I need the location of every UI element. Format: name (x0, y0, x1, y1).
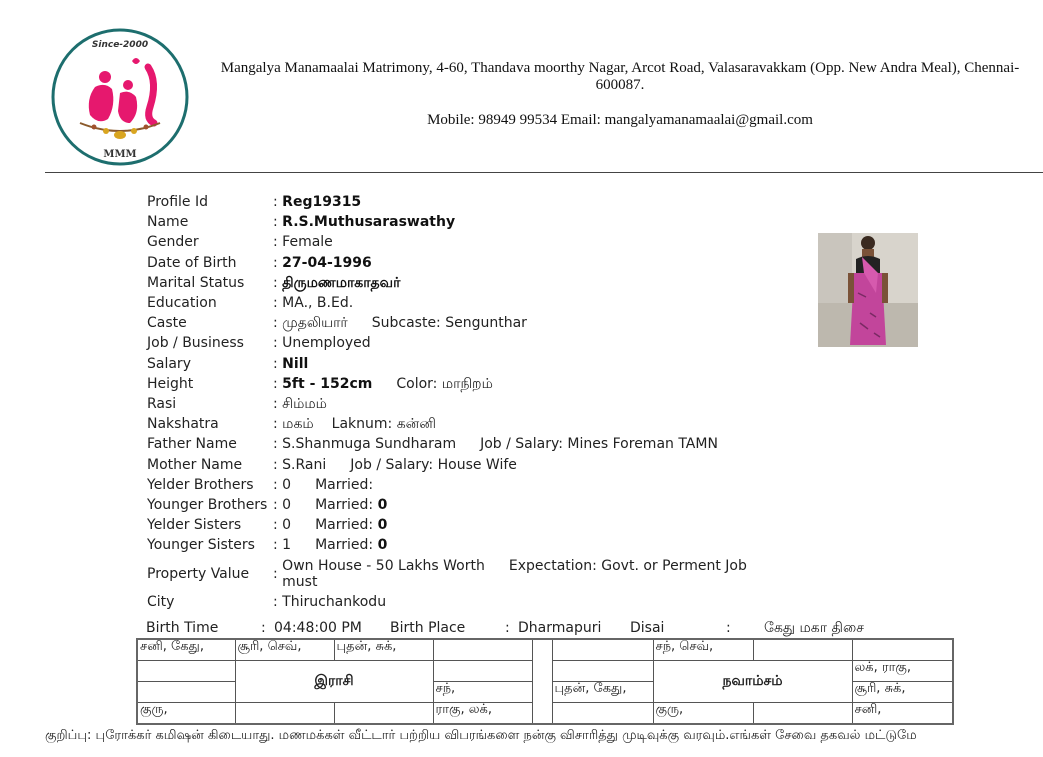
row-mother: Mother Name : S.Rani Job / Salary: House Wife (147, 454, 763, 474)
label-elder-brothers-married: Married: (315, 476, 374, 493)
row-dob: Date of Birth : 27-04-1996 (147, 253, 763, 273)
navamsam-cell: லக், ராகு, (852, 661, 953, 682)
label-laknum: Laknum: (331, 416, 393, 433)
rasi-cell (334, 702, 433, 724)
rasi-cell (433, 639, 532, 661)
label-nakshatra: Nakshatra (147, 416, 219, 433)
company-contact: Mobile: 98949 99534 Email: mangalyamanamaalai@gmail.com (427, 112, 813, 128)
label-job: Job / Business (147, 335, 244, 352)
company-address: Mangalya Manamaalai Matrimony, 4-60, Thandava moorthy Nagar, Arcot Road, Valasaravakkam (Opp. New Andra Meal), Chennai-600087. (220, 60, 1020, 93)
row-elder-sisters: Yelder Sisters : 0 Married: 0 (147, 515, 763, 535)
row-salary: Salary : Nill (147, 354, 763, 374)
value-subcaste: Sengunthar (445, 315, 527, 332)
rasi-cell: புதன், சுக், (334, 639, 433, 661)
value-younger-brothers-married: 0 (377, 496, 388, 513)
label-subcaste: Subcaste: (371, 315, 441, 332)
label-elder-brothers: Yelder Brothers (147, 476, 254, 493)
rasi-cell: சந், (433, 681, 532, 702)
label-younger-brothers: Younger Brothers (147, 496, 268, 513)
rasi-cell (235, 702, 334, 724)
row-younger-brothers: Younger Brothers : 0 Married: 0 (147, 495, 763, 515)
navamsam-cell: சூரி, சுக், (852, 681, 953, 702)
row-education: Education : MA., B.Ed. (147, 293, 763, 313)
label-profile-id: Profile Id (147, 194, 208, 211)
navamsam-cell (552, 661, 653, 682)
value-elder-sisters: 0 (282, 517, 292, 534)
chart-gap (532, 639, 552, 724)
navamsam-cell: குரு, (653, 702, 753, 724)
header-info (210, 60, 1030, 129)
value-younger-sisters: 1 (282, 537, 292, 554)
value-mother-job: House Wife (437, 456, 517, 473)
profile-details (147, 192, 763, 613)
navamsam-cell (753, 702, 852, 724)
label-expectation: Expectation: (508, 557, 597, 574)
row-nakshatra: Nakshatra : மகம் Laknum: கன்னி (147, 414, 763, 434)
value-expectation: Govt. or Perment Job must (282, 557, 747, 590)
label-dob: Date of Birth (147, 254, 237, 271)
row-property: Property Value : Own House - 50 Lakhs Worth Expectation: Govt. or Perment Job must (147, 555, 763, 592)
value-younger-brothers: 0 (282, 496, 292, 513)
value-laknum: கன்னி (396, 416, 436, 433)
birth-info: Birth Time : 04:48:00 PM Birth Place : Dharmapuri Disai : கேது மகா திசை (146, 620, 864, 636)
label-disai: Disai (630, 620, 665, 636)
rasi-cell (137, 661, 235, 682)
value-elder-brothers: 0 (282, 476, 292, 493)
header-divider (45, 172, 1043, 173)
label-marital: Marital Status (147, 274, 245, 291)
label-father-job: Job / Salary: (480, 436, 563, 453)
navamsam-cell (852, 639, 953, 661)
value-height: 5ft - 152cm (282, 375, 373, 392)
value-salary: Nill (282, 355, 309, 372)
row-marital: Marital Status : திருமணமாகாதவர் (147, 273, 763, 293)
value-color: மாநிறம் (441, 375, 493, 392)
label-education: Education (147, 295, 217, 312)
matrimony-logo (50, 27, 190, 167)
label-younger-sisters: Younger Sisters (147, 537, 255, 554)
value-mother: S.Rani (282, 456, 327, 473)
value-father-job: Mines Foreman TAMN (567, 436, 718, 453)
logo-since-text: Since-2000 (91, 40, 149, 50)
logo-mmm-text: MMM (103, 149, 137, 160)
row-rasi: Rasi : சிம்மம் (147, 394, 763, 414)
label-city: City (147, 594, 175, 611)
profile-photo (818, 233, 918, 347)
rasi-cell: சூரி, செவ், (235, 639, 334, 661)
label-color: Color: (396, 375, 438, 392)
disclaimer-note: குறிப்பு: புரோக்கர் கமிஷன் கிடையாது. மணமக்கள் வீட்டார் பற்றிய விபரங்களை நன்கு விசாரித்து முடிவுக்கு வரவும்.எங்கள் சேவை தகவல் மட்டுமே (45, 728, 917, 743)
rasi-cell: குரு, (137, 702, 235, 724)
navamsam-cell (552, 702, 653, 724)
label-gender: Gender (147, 234, 199, 251)
row-caste: Caste : முதலியார் Subcaste: Sengunthar (147, 313, 763, 333)
label-caste: Caste (147, 315, 187, 332)
value-younger-sisters-married: 0 (377, 537, 388, 554)
row-father: Father Name : S.Shanmuga Sundharam Job / Salary: Mines Foreman TAMN (147, 434, 763, 454)
navamsam-cell: சந், செவ், (653, 639, 753, 661)
value-education: MA., B.Ed. (282, 295, 354, 312)
navamsam-cell: சனி, (852, 702, 953, 724)
label-rasi: Rasi (147, 395, 177, 412)
rasi-cell (433, 661, 532, 682)
value-birth-time: 04:48:00 PM (274, 620, 362, 636)
value-name: R.S.Muthusaraswathy (282, 214, 456, 231)
row-gender: Gender : Female (147, 232, 763, 252)
rasi-cell: சனி, கேது, (137, 639, 235, 661)
value-caste: முதலியார் (282, 315, 348, 332)
value-birth-place: Dharmapuri (518, 620, 602, 636)
row-city: City : Thiruchankodu (147, 592, 763, 612)
label-height: Height (147, 375, 194, 392)
label-birth-time: Birth Time (146, 620, 219, 636)
label-mother-job: Job / Salary: (350, 456, 434, 473)
label-elder-sisters: Yelder Sisters (147, 517, 242, 534)
rasi-cell: ராகு, லக், (433, 702, 532, 724)
label-father: Father Name (147, 436, 237, 453)
navamsam-cell (552, 639, 653, 661)
value-elder-sisters-married: 0 (377, 517, 388, 534)
label-elder-sisters-married: Married: (315, 517, 374, 534)
label-younger-brothers-married: Married: (315, 496, 374, 513)
value-gender: Female (282, 234, 333, 251)
label-salary: Salary (147, 355, 191, 372)
label-birth-place: Birth Place (390, 620, 466, 636)
label-younger-sisters-married: Married: (315, 537, 374, 554)
navamsam-title: நவாம்சம் (653, 661, 852, 703)
row-elder-brothers: Yelder Brothers : 0 Married: (147, 475, 763, 495)
navamsam-cell: புதன், கேது, (552, 681, 653, 702)
label-property: Property Value (147, 565, 250, 582)
navamsam-cell (753, 639, 852, 661)
row-younger-sisters: Younger Sisters : 1 Married: 0 (147, 535, 763, 555)
row-job: Job / Business : Unemployed (147, 333, 763, 353)
value-property: Own House - 50 Lakhs Worth (282, 557, 485, 574)
value-father: S.Shanmuga Sundharam (282, 436, 457, 453)
row-height: Height : 5ft - 152cm Color: மாநிறம் (147, 374, 763, 394)
label-name: Name (147, 214, 189, 231)
value-city: Thiruchankodu (282, 594, 387, 611)
row-name: Name : R.S.Muthusaraswathy (147, 212, 763, 232)
rasi-cell (137, 681, 235, 702)
row-profile-id: Profile Id : Reg19315 (147, 192, 763, 212)
value-job: Unemployed (282, 335, 371, 352)
horoscope-chart (136, 638, 954, 725)
value-rasi: சிம்மம் (282, 395, 327, 412)
value-dob: 27-04-1996 (282, 254, 372, 271)
value-disai: கேது மகா திசை (764, 620, 864, 636)
value-profile-id: Reg19315 (282, 194, 362, 211)
value-nakshatra: மகம் (282, 416, 314, 433)
rasi-title: இராசி (235, 661, 433, 703)
label-mother: Mother Name (147, 456, 243, 473)
value-marital: திருமணமாகாதவர் (282, 274, 401, 291)
